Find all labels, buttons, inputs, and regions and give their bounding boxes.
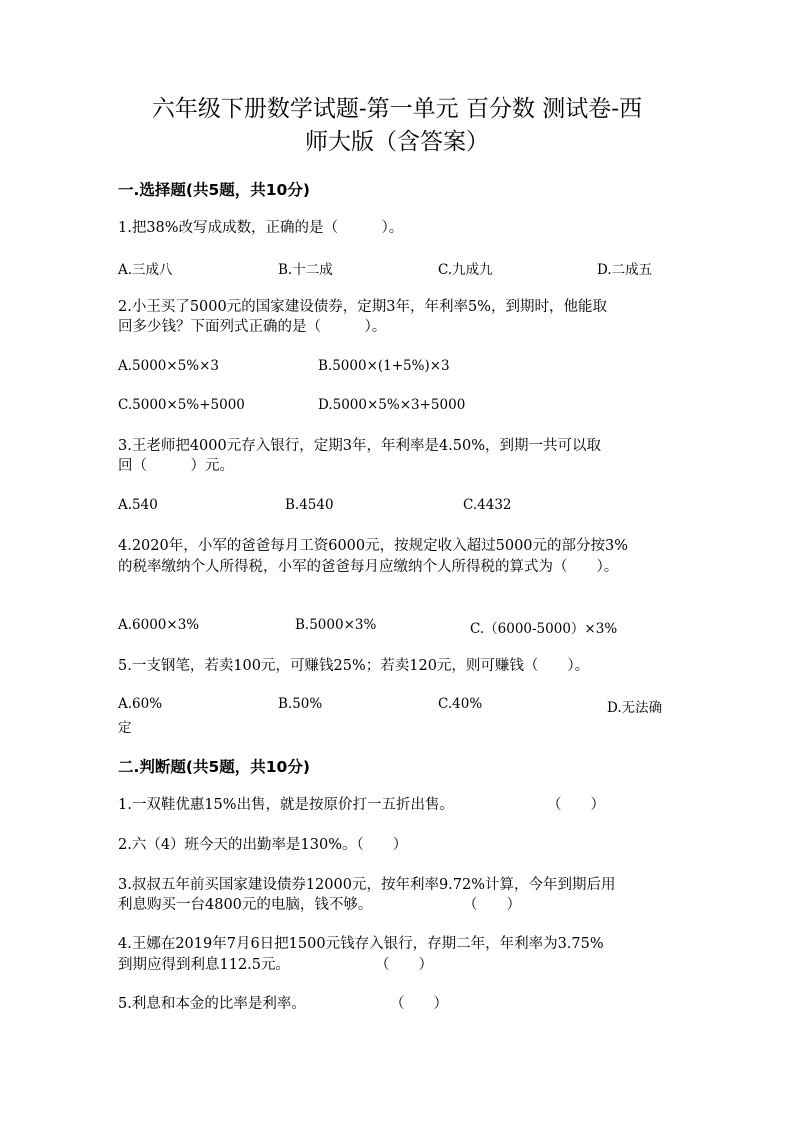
judgement-5-bracket: （ ）	[390, 996, 448, 1012]
q1-option-a: A.三成八	[118, 262, 173, 278]
question-1-stem: 1.把38%改写成成数，正确的是（ ）。	[118, 220, 404, 236]
question-4-stem-line-2: 的税率缴纳个人所得税，小军的爸爸每月应缴纳个人所得税的算式为（ ）。	[118, 559, 619, 575]
q2-option-b: B.5000×(1+5%)×3	[318, 358, 450, 374]
q3-option-a: A.540	[118, 497, 158, 513]
q5-option-a: A.60%	[118, 696, 163, 712]
q5-option-d-wrap: 定	[118, 720, 132, 736]
title-line-2: 师大版（含答案）	[305, 129, 489, 155]
question-3-stem-line-2: 回（ ）元。	[118, 458, 234, 474]
section-heading-choice: 一.选择题(共5题，共10分)	[118, 181, 310, 199]
judgement-4-line-1: 4.王娜在2019年7月6日把1500元钱存入银行，存期二年，年利率为3.75%	[118, 936, 604, 952]
q5-option-d: D.无法确	[607, 700, 663, 716]
q2-option-c: C.5000×5%+5000	[118, 397, 245, 413]
question-3-stem-line-1: 3.王老师把4000元存入银行，定期3年，年利率是4.50%，到期一共可以取	[118, 438, 602, 454]
judgement-1-text: 1.一双鞋优惠15%出售，就是按原价打一五折出售。	[118, 797, 455, 813]
q3-option-b: B.4540	[285, 497, 334, 513]
question-4-stem-line-1: 4.2020年，小军的爸爸每月工资6000元，按规定收入超过5000元的部分按3%	[118, 538, 629, 554]
judgement-5-text: 5.利息和本金的比率是利率。	[118, 996, 306, 1012]
judgement-4-bracket: （ ）	[375, 957, 433, 973]
page-title	[110, 93, 684, 159]
q1-option-b: B.十二成	[278, 262, 333, 278]
q5-option-b: B.50%	[278, 696, 323, 712]
title-line-1: 六年级下册数学试题-第一单元 百分数 测试卷-西	[151, 96, 643, 122]
q2-option-d: D.5000×5%×3+5000	[318, 397, 466, 413]
judgement-4-line-2: 到期应得到利息112.5元。	[118, 957, 291, 973]
judgement-3-line-2: 利息购买一台4800元的电脑，钱不够。	[118, 897, 373, 913]
judgement-3-bracket: （ ）	[463, 897, 521, 913]
q2-option-a: A.5000×5%×3	[118, 358, 220, 374]
q5-option-c: C.40%	[438, 696, 483, 712]
q4-option-b: B.5000×3%	[295, 617, 377, 633]
section-heading-judgement: 二.判断题(共5题，共10分)	[118, 758, 310, 776]
judgement-3-line-1: 3.叔叔五年前买国家建设债券12000元，按年利率9.72%计算，今年到期后用	[118, 877, 616, 893]
question-5-stem: 5.一支钢笔，若卖100元，可赚钱25%；若卖120元，则可赚钱（ ）。	[118, 658, 590, 674]
question-2-stem-line-1: 2.小王买了5000元的国家建设债券，定期3年，年利率5%，到期时，他能取	[118, 299, 607, 315]
q1-option-d: D.二成五	[597, 262, 653, 278]
question-2-stem-line-2: 回多少钱？下面列式正确的是（ ）。	[118, 319, 387, 335]
judgement-2-text: 2.六（4）班今天的出勤率是130%。（ ）	[118, 837, 408, 853]
q4-option-a: A.6000×3%	[118, 617, 200, 633]
q1-option-c: C.九成九	[438, 262, 493, 278]
q4-option-c: C.（6000-5000）×3%	[470, 621, 618, 637]
judgement-1-bracket: （ ）	[547, 797, 605, 813]
q3-option-c: C.4432	[463, 497, 512, 513]
